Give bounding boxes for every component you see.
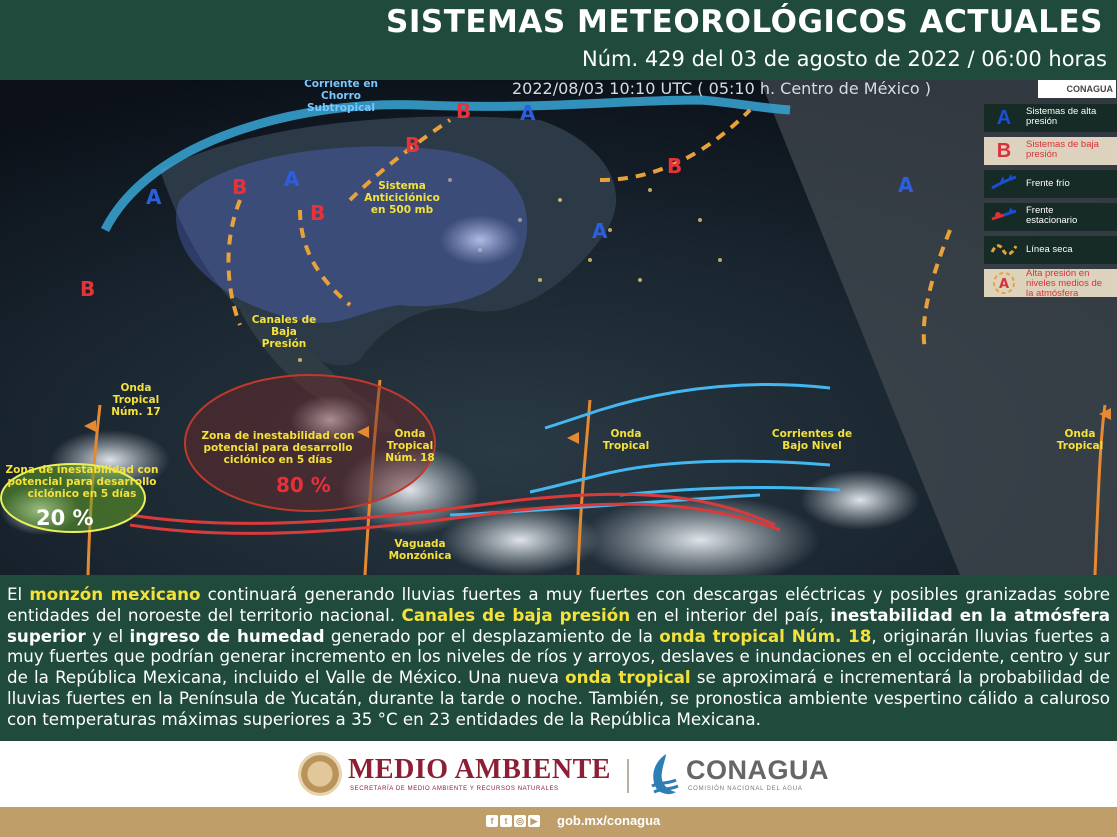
zone-large-probability: 80 % xyxy=(276,473,331,497)
bulletin-segment: en el interior del país, xyxy=(630,604,831,625)
svg-text:A: A xyxy=(520,101,536,125)
mexico-seal-icon xyxy=(298,752,342,796)
zone-small-probability: 20 % xyxy=(36,506,94,530)
stationary-front-icon xyxy=(988,205,1020,229)
page-title: SISTEMAS METEOROLÓGICOS ACTUALES xyxy=(386,4,1103,40)
twitter-icon[interactable]: t xyxy=(500,815,512,827)
anticyclone-label: Sistema Anticiclónico en 500 mb xyxy=(364,180,440,216)
bulletin-segment: se aproximará e incrementará la probabilidad de lluvias fuertes en la Península de Yucatán, durante la tarde o noche. También, se pronostica ambiente vespertino cálido a caluroso con temperaturas máximas superiores a 35 °C en 23 entidades de la República Mexicana. xyxy=(7,667,1110,729)
bulletin-segment: continuará generando lluvias fuertes a muy fuertes con descargas eléctricas y posibles granizadas sobre entidades del noroeste del territorio nacional. xyxy=(7,584,1110,625)
svg-text:A: A xyxy=(898,173,914,197)
tropical-wave-mid-label: Onda Tropical xyxy=(602,428,650,452)
conagua-corner-logo: CONAGUA xyxy=(1038,80,1116,98)
bulletin-highlight: Canales de baja presión xyxy=(401,604,631,625)
svg-text:B: B xyxy=(456,99,472,123)
upper-high-icon xyxy=(988,271,1020,295)
legend-label: Alta presión en niveles medios de la atmósfera xyxy=(1026,268,1103,299)
low-pressure-icon: B xyxy=(996,140,1012,162)
bulletin-segment: , originarán lluvias fuertes a muy fuertes que podrían generar incremento en los niveles de ríos y arroyos, deslaves e inundaciones en el occidente, centro y sur de la República Mexicana, incluido el Valle de México. Una nueva xyxy=(7,625,1110,688)
bulletin-segment: y el xyxy=(85,625,130,646)
bulletin-segment: El xyxy=(7,584,30,604)
svg-text:B: B xyxy=(80,277,96,301)
svg-text:A: A xyxy=(284,167,300,191)
svg-text:A: A xyxy=(592,219,608,243)
svg-text:B: B xyxy=(232,175,248,199)
instability-zone-large-label: Zona de inestabilidad con potencial para desarrollo ciclónico en 5 días xyxy=(201,430,355,466)
tropical-wave-17-label: Onda Tropical Núm. 17 xyxy=(111,382,161,418)
bulletin-highlight: onda tropical xyxy=(565,667,691,688)
medio-ambiente-logo: MEDIO AMBIENTE xyxy=(348,754,611,785)
conagua-subtitle: COMISIÓN NACIONAL DEL AGUA xyxy=(688,786,803,792)
page-subtitle: Núm. 429 del 03 de agosto de 2022 / 06:00 horas xyxy=(582,47,1107,71)
legend-item xyxy=(984,104,1117,132)
cold-front-icon xyxy=(988,172,1020,196)
instability-zone-small-label: Zona de inestabilidad con potencial para desarrollo ciclónico en 5 días xyxy=(5,464,159,500)
bulletin-highlight: monzón mexicano xyxy=(29,584,201,604)
legend-item xyxy=(984,203,1117,231)
legend-label: Línea seca xyxy=(1026,244,1073,255)
low-level-currents-label: Corrientes de Bajo Nivel xyxy=(771,428,853,452)
legend-item xyxy=(984,137,1117,165)
instagram-icon[interactable]: ◎ xyxy=(514,815,526,827)
bulletin-segment: generado por el desplazamiento de la xyxy=(324,625,660,646)
legend-item xyxy=(984,269,1117,297)
satellite-map xyxy=(0,80,1117,575)
conagua-mark-icon xyxy=(646,752,680,796)
satellite-timestamp: 2022/08/03 10:10 UTC ( 05:10 h. Centro de México ) xyxy=(512,79,931,98)
youtube-icon[interactable]: ▶ xyxy=(528,815,540,827)
svg-text:A: A xyxy=(146,185,162,209)
high-pressure-icon: A xyxy=(996,107,1012,129)
tropical-wave-18-label: Onda Tropical Núm. 18 xyxy=(385,428,435,464)
bulletin-bold: inestabilidad en la atmósfera superior xyxy=(7,604,1110,646)
website-link[interactable]: gob.mx/conagua xyxy=(557,813,661,828)
jet-stream-label: Corriente en Chorro Subtropical xyxy=(304,80,378,114)
facebook-icon[interactable]: f xyxy=(486,815,498,827)
legend-item xyxy=(984,170,1117,198)
bulletin-bold: ingreso de humedad xyxy=(129,625,325,646)
legend-label: Sistemas de alta presión xyxy=(1026,106,1097,127)
tropical-wave-east-label: Onda Tropical xyxy=(1056,428,1104,452)
legend-label: Frente estacionario xyxy=(1026,205,1078,226)
dry-line-icon xyxy=(988,238,1020,262)
map-legend xyxy=(984,104,1117,302)
svg-text:B: B xyxy=(667,154,683,178)
legend-item xyxy=(984,236,1117,264)
map-graphics xyxy=(0,80,1117,575)
bulletin-text xyxy=(7,584,1110,730)
troughs-label: Canales de Baja Presión xyxy=(251,314,317,350)
svg-text:B: B xyxy=(310,201,326,225)
legend-label: Frente frío xyxy=(1026,178,1070,189)
logo-divider xyxy=(627,759,629,793)
social-icons xyxy=(486,815,542,829)
medio-ambiente-subtitle: SECRETARÍA DE MEDIO AMBIENTE Y RECURSOS NATURALES xyxy=(350,786,559,792)
monsoon-trough-label: Vaguada Monzónica xyxy=(388,538,452,562)
header-bar xyxy=(0,0,1117,80)
legend-label: Sistemas de baja presión xyxy=(1026,139,1099,160)
svg-text:A: A xyxy=(999,277,1010,292)
conagua-logo: CONAGUA xyxy=(686,755,829,785)
bulletin-highlight: onda tropical Núm. 18 xyxy=(659,625,872,646)
svg-text:B: B xyxy=(405,133,421,157)
